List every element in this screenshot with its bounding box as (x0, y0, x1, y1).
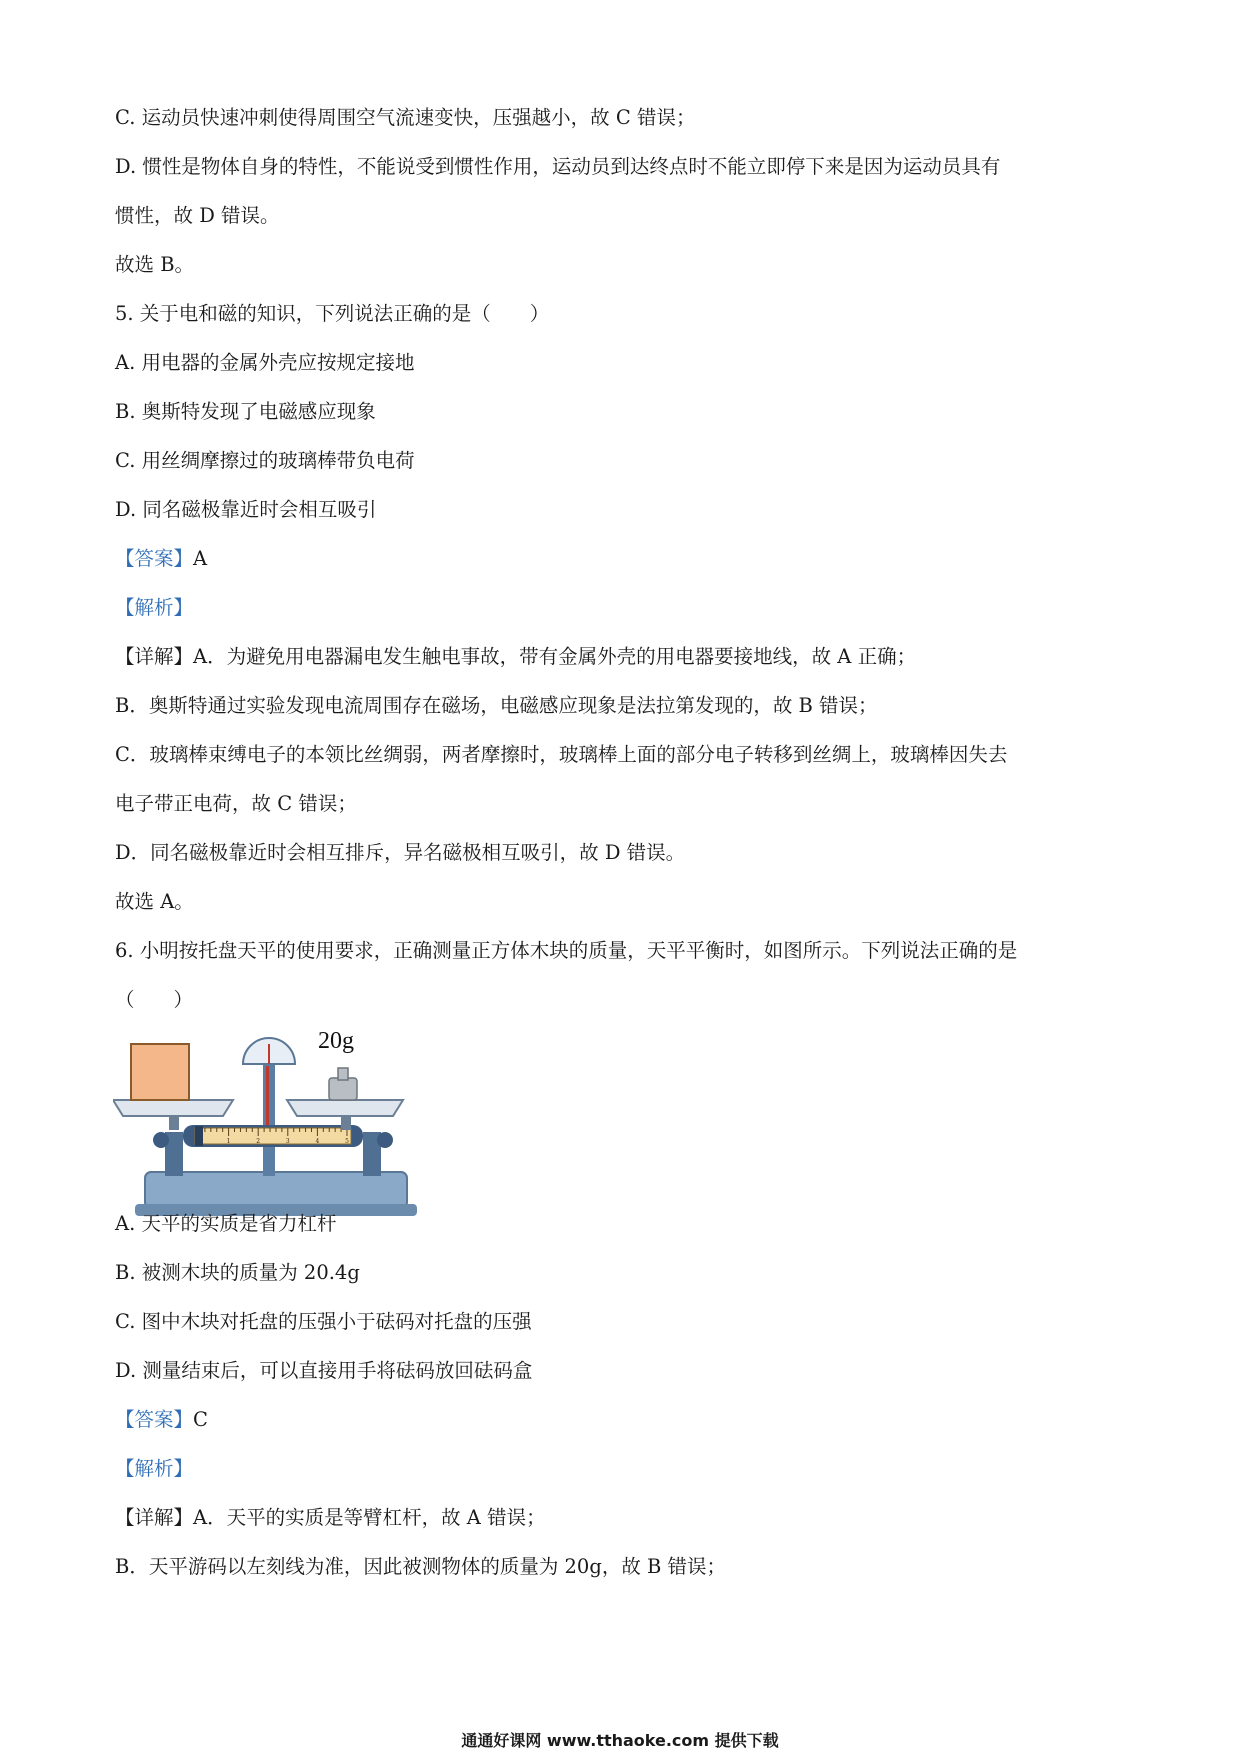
scale-tick-label: 5 (345, 1138, 349, 1145)
page-footer: 通通好课网 www.tthaoke.com 提供下载 (461, 1731, 779, 1750)
q5-detail-d: D．同名磁极靠近时会相互排斥，异名磁极相互吸引，故 D 错误。 (115, 841, 686, 864)
text-line: 故选 B。 (115, 253, 195, 276)
text-line: D. 惯性是物体自身的特性，不能说受到惯性作用，运动员到达终点时不能立即停下来是因为运动员具有 (115, 155, 1001, 178)
q6-analysis-tag: 【解析】 (115, 1457, 194, 1480)
q5-option-c: C. 用丝绸摩擦过的玻璃棒带负电荷 (115, 449, 415, 472)
scale-tick-label: 1 (226, 1138, 231, 1145)
q5-detail-b: B．奥斯特通过实验发现电流周围存在磁场，电磁感应现象是法拉第发现的，故 B 错误； (115, 694, 878, 717)
weight-20g (329, 1068, 357, 1100)
text-line: 惯性，故 D 错误。 (115, 204, 280, 227)
q5-detail-c-cont: 电子带正电荷，故 C 错误； (115, 792, 357, 815)
q6-option-a: A. 天平的实质是省力杠杆 (115, 1212, 337, 1235)
scale-tick-label: 4 (315, 1138, 320, 1145)
q6-answer: 【答案】C (115, 1408, 208, 1431)
balance-figure (113, 1020, 443, 1220)
wooden-block (131, 1044, 189, 1100)
q5-option-d: D. 同名磁极靠近时会相互吸引 (115, 498, 377, 521)
question-5-stem: 5. 关于电和磁的知识，下列说法正确的是（ ） (115, 302, 550, 325)
text-line: C. 运动员快速冲刺使得周围空气流速变快，压强越小，故 C 错误； (115, 106, 696, 129)
scale-tick-label: 2 (256, 1138, 261, 1145)
q5-detail-a: 【详解】A．为避免用电器漏电发生触电事故，带有金属外壳的用电器要接地线，故 A 正确； (115, 645, 917, 668)
q5-conclusion: 故选 A。 (115, 890, 194, 913)
q6-option-d: D. 测量结束后，可以直接用手将砝码放回砝码盒 (115, 1359, 533, 1382)
q5-analysis-tag: 【解析】 (115, 596, 194, 619)
question-6-stem-cont: （ ） (115, 988, 194, 1011)
q5-detail-c: C．玻璃棒束缚电子的本领比丝绸弱，两者摩擦时，玻璃棒上面的部分电子转移到丝绸上，玻璃棒因失去 (115, 743, 1008, 766)
q6-detail-b: B．天平游码以左刻线为准，因此被测物体的质量为 20g，故 B 错误； (115, 1555, 727, 1578)
q6-option-c: C. 图中木块对托盘的压强小于砝码对托盘的压强 (115, 1310, 532, 1333)
q6-option-b: B. 被测木块的质量为 20.4g (115, 1261, 360, 1284)
q5-answer: 【答案】A (115, 547, 208, 570)
q5-option-a: A. 用电器的金属外壳应按规定接地 (115, 351, 415, 374)
weight-label: 20g (318, 1028, 354, 1054)
q6-detail-a: 【详解】A．天平的实质是等臂杠杆，故 A 错误； (115, 1506, 546, 1529)
q5-option-b: B. 奥斯特发现了电磁感应现象 (115, 400, 376, 423)
scale-tick-label: 3 (285, 1138, 290, 1145)
question-6-stem: 6. 小明按托盘天平的使用要求，正确测量正方体木块的质量，天平平衡时，如图所示。下列说法正确的是 (115, 939, 1018, 962)
